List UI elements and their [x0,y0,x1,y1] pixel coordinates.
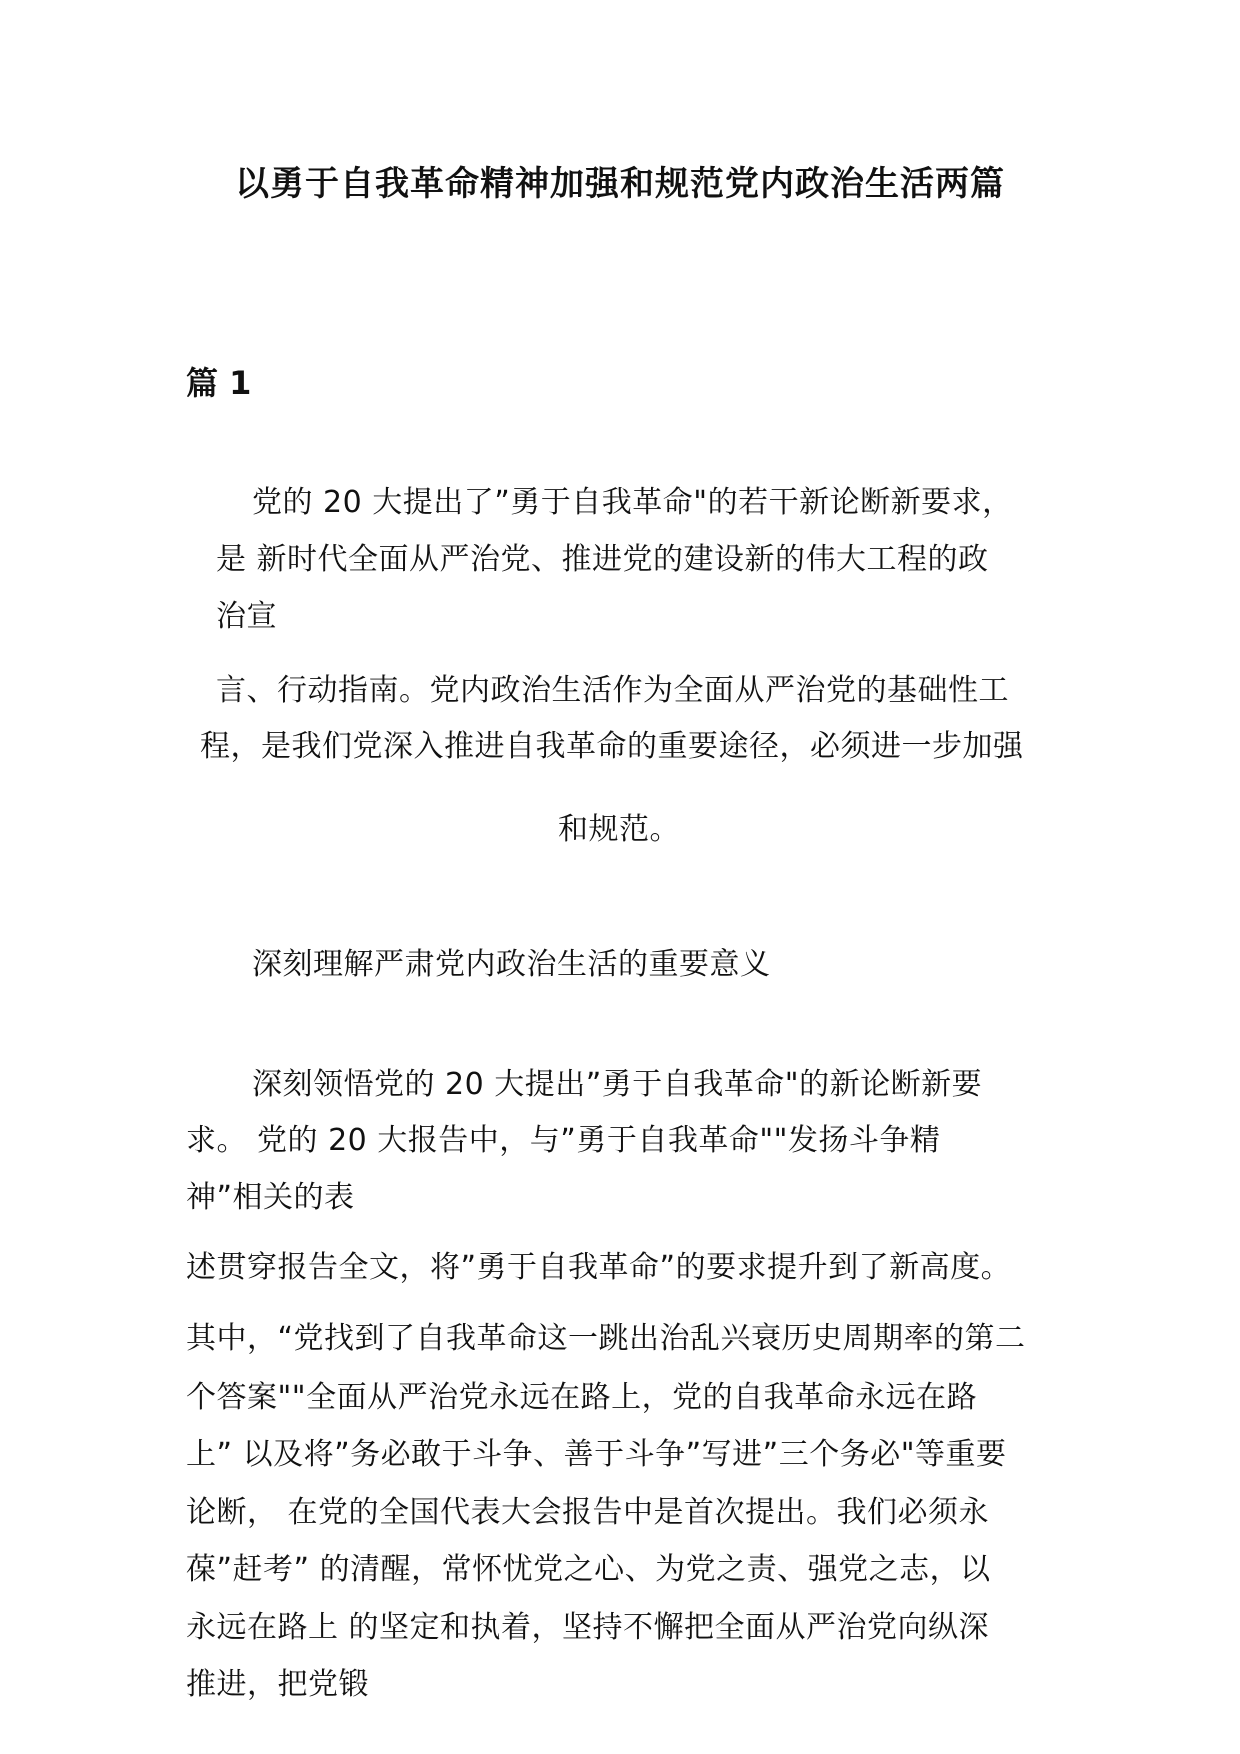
paragraph-line: 神”相关的表 [186,1180,355,1215]
document-title: 以勇于自我革命精神加强和规范党内政治生活两篇 [235,164,1005,204]
paragraph-line: 求。 党的 20 大报告中，与”勇于自我革命""发扬斗争精 [186,1123,941,1158]
paragraph-line: 党的 20 大提出了”勇于自我革命"的若干新论断新要求， [252,485,1013,520]
paragraph-line: 是 新时代全面从严治党、推进党的建设新的伟大工程的政 [216,542,989,577]
paragraph-line: 永远在路上 的坚定和执着，坚持不懈把全面从严治党向纵深 [186,1610,990,1645]
paragraph-line: 推进，把党锻 [186,1667,369,1702]
section-heading: 篇 1 [186,364,252,402]
paragraph-line: 其中，“党找到了自我革命这一跳出治乱兴衰历史周期率的第二 [186,1321,1026,1356]
paragraph-line: 个答案""全面从严治党永远在路上，党的自我革命永远在路 [186,1380,978,1415]
paragraph-line: 葆”赶考” 的清醒，常怀忧党之心、为党之责、强党之志，以 [186,1552,991,1587]
paragraph-line: 论断， 在党的全国代表大会报告中是首次提出。我们必须永 [186,1495,990,1530]
paragraph-line: 和规范。 [558,812,680,847]
paragraph-line: 深刻领悟党的 20 大提出”勇于自我革命"的新论断新要 [252,1067,983,1102]
subheading: 深刻理解严肃党内政治生活的重要意义 [252,947,771,982]
paragraph-line: 上” 以及将”务必敢于斗争、善于斗争”写进”三个务必"等重要 [186,1437,1007,1472]
paragraph-line: 述贯穿报告全文，将”勇于自我革命”的要求提升到了新高度。 [186,1250,1012,1285]
paragraph-line: 程，是我们党深入推进自我革命的重要途径，必须进一步加强 [200,729,1024,764]
paragraph-line: 言、行动指南。党内政治生活作为全面从严治党的基础性工 [216,673,1009,708]
paragraph-line: 治宣 [216,599,277,634]
